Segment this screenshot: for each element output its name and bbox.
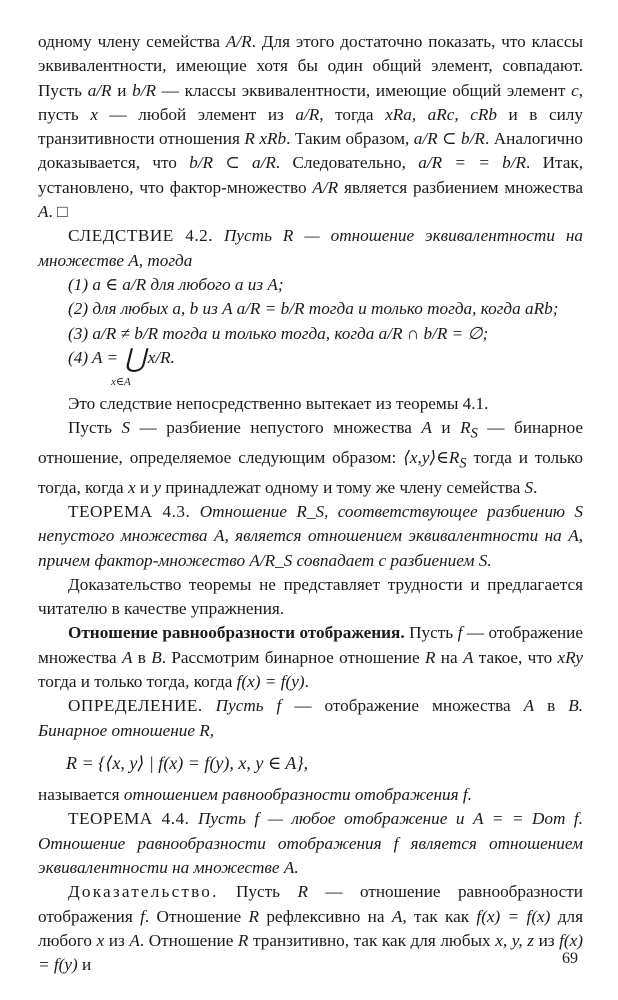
page-number: 69 bbox=[562, 950, 578, 967]
corollary-statement: Пусть R — отношение эквивалентности на множестве A, тогда bbox=[38, 226, 584, 270]
corollary-item-1: (1) a ∈ a/R для любого a из A; bbox=[68, 274, 284, 294]
definition-heading: ОПРЕДЕЛЕНИЕ. bbox=[68, 696, 203, 716]
proof-heading: Доказательство. bbox=[68, 882, 219, 902]
theorem-4-3-heading: ТЕОРЕМА 4.3. bbox=[68, 501, 191, 521]
union-subscript: x∈A bbox=[111, 375, 131, 388]
theorem-4-4-statement: Пусть f — любое отображение и A = = Dom f. Отношение равнообразности отображения f является отношением эквивалентности на множестве A. bbox=[38, 809, 583, 878]
section-heading: Отношение равнообразности отображения. bbox=[68, 623, 405, 643]
theorem-4-3 bbox=[38, 500, 583, 573]
paragraph-equalizer: Отношение равнообразности отображения. Пусть f — отображение множества A в B. Рассмотрим бинарное отношение R на A такое, что xRy тогда и только тогда, когда f(x) = f(y). bbox=[38, 623, 583, 691]
corollary-item-4: (4) A = ⋃ x/R. x∈A bbox=[38, 346, 583, 392]
theorem-4-3-statement: Отношение R_S, соответствующее разбиению S непустого множества A, является отношением эквивалентности на A, причем фактор-множество A/R_S совпадает с разбиением S. bbox=[38, 501, 584, 570]
definition-formula: R = {⟨x, y⟩ | f(x) = f(y), x, y ∈ A}, bbox=[66, 752, 309, 773]
theorem-4-4-heading: ТЕОРЕМА 4.4. bbox=[68, 809, 190, 829]
paragraph-exercise: Доказательство теоремы не представляет трудности и предлагается читателю в качестве упражнения. bbox=[38, 574, 583, 619]
corollary-item-2: (2) для любых a, b из A a/R = b/R тогда и только тогда, когда aRb; bbox=[68, 299, 559, 319]
book-page bbox=[38, 30, 583, 978]
theorem-4-4 bbox=[38, 807, 583, 880]
proof: Доказательство. Пусть R — отношение равнообразности отображения f. Отношение R рефлексивно на A, так как f(x) = f(x) для любого x из A. Отношение R транзитивно, так как для любых x, y, z из f(x) = f(y) и bbox=[38, 882, 583, 975]
union-symbol: ⋃ bbox=[124, 343, 146, 373]
corollary-heading: СЛЕДСТВИЕ 4.2. bbox=[68, 226, 214, 246]
corollary-item-3: (3) a/R ≠ b/R тогда и только тогда, когда a/R ∩ b/R = ∅; bbox=[68, 323, 489, 343]
paragraph-proof-end: одному члену семейства A/R. Для этого достаточно показать, что классы эквивалентности, имеющие хотя бы один общий элемент, совпадают. Пусть a/R и b/R — классы эквивалентности, имеющие общий элемент c, пусть x — любой элемент из a/R, тогда xRa, aRc, cRb и в силу транзитивности отношения R xRb. Таким образом, a/R ⊂ b/R. Аналогично доказывается, что b/R ⊂ a/R. Следовательно, a/R = = b/R. Итак, установлено, что фактор-множество A/R является разбиением множества A. □ bbox=[38, 32, 584, 222]
corollary-4-2 bbox=[38, 224, 583, 273]
definition: ОПРЕДЕЛЕНИЕ. Пусть f — отображение множества A в B. Бинарное отношение R, bbox=[38, 696, 583, 740]
paragraph-corollary-note: Это следствие непосредственно вытекает из теоремы 4.1. bbox=[68, 393, 489, 413]
definition-conclusion: называется отношением равнообразности отображения f. bbox=[38, 785, 472, 805]
paragraph-partition: Пусть S — разбиение непустого множества A и $R_S$ — бинарное отношение, определяемое следующим образом: $⟨x,y⟩\in R_S$ тогда и только тогда, когда x и y принадлежат одному и тому же члену семейства S. bbox=[38, 418, 583, 497]
